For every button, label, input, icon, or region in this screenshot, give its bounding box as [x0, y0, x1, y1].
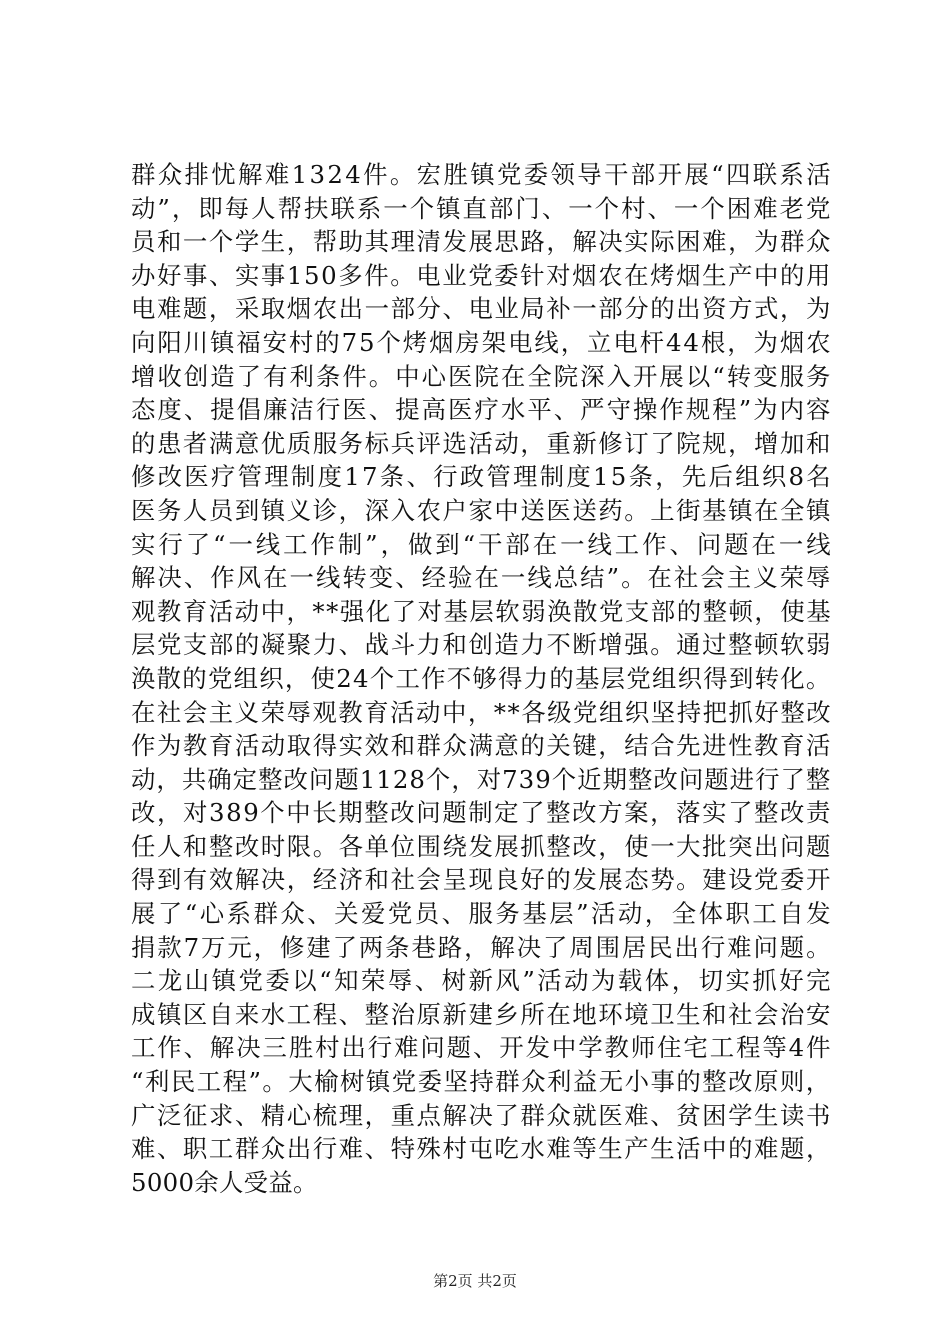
- text-line: 办好事、实事150多件。电业党委针对烟农在烤烟生产中的用: [131, 260, 833, 290]
- text-line: 5000余人受益。: [131, 1167, 318, 1197]
- text-line: 改，对389个中长期整改问题制定了整改方案，落实了整改责: [131, 798, 833, 828]
- text-line: 作为教育活动取得实效和群众满意的关键，结合先进性教育活: [131, 731, 832, 761]
- page-footer: 第2页 共2页: [433, 1272, 517, 1290]
- text-line: 解决、作风在一线转变、经验在一线总结”。在社会主义荣辱: [131, 563, 833, 593]
- text-line: 向阳川镇福安村的75个烤烟房架电线，立电杆44根，为烟农: [131, 327, 833, 357]
- text-line: 广泛征求、精心梳理，重点解决了群众就医难、贫困学生读书: [131, 1100, 832, 1130]
- text-line: 动，共确定整改问题1128个，对739个近期整改问题进行了整: [131, 764, 832, 794]
- text-line: 展了“心系群众、关爱党员、服务基层”活动，全体职工自发: [131, 899, 833, 929]
- text-line: 涣散的党组织，使24个工作不够得力的基层党组织得到转化。: [131, 663, 832, 693]
- text-line: 增收创造了有利条件。中心医院在全院深入开展以“转变服务: [131, 361, 833, 391]
- text-line: 二龙山镇党委以“知荣辱、树新风”活动为载体，切实抓好完: [131, 966, 833, 996]
- text-line: 员和一个学生，帮助其理清发展思路，解决实际困难，为群众: [131, 227, 832, 257]
- text-line: 工作、解决三胜村出行难问题、开发中学教师住宅工程等4件: [131, 1033, 833, 1063]
- text-line: 观教育活动中，**强化了对基层软弱涣散党支部的整顿，使基: [131, 596, 833, 626]
- text-line: 实行了“一线工作制”，做到“干部在一线工作、问题在一线: [131, 529, 834, 559]
- text-line: 层党支部的凝聚力、战斗力和创造力不断增强。通过整顿软弱: [131, 630, 832, 660]
- text-line: 成镇区自来水工程、整治原新建乡所在地环境卫生和社会治安: [131, 999, 832, 1029]
- body-paragraph: [131, 158, 834, 1199]
- text-line: 难、职工群众出行难、特殊村屯吃水难等生产生活中的难题，: [131, 1134, 832, 1164]
- text-line: 态度、提倡廉洁行医、提高医疗水平、严守操作规程”为内容: [131, 395, 833, 425]
- text-line: 医务人员到镇义诊，深入农户家中送医送药。上街基镇在全镇: [131, 495, 832, 525]
- text-line: 得到有效解决，经济和社会呈现良好的发展态势。建设党委开: [131, 865, 832, 895]
- text-line: 的患者满意优质服务标兵评选活动，重新修订了院规，增加和: [131, 428, 832, 458]
- text-line: 捐款7万元，修建了两条巷路，解决了周围居民出行难问题。: [131, 932, 833, 962]
- text-line: 在社会主义荣辱观教育活动中，**各级党组织坚持把抓好整改: [131, 697, 833, 727]
- text-line: “利民工程”。大榆树镇党委坚持群众利益无小事的整改原则，: [131, 1067, 832, 1097]
- text-line: 动”，即每人帮扶联系一个镇直部门、一个村、一个困难老党: [131, 193, 833, 223]
- text-line: 群众排忧解难1324件。宏胜镇党委领导干部开展“四联系活: [131, 160, 833, 189]
- text-line: 修改医疗管理制度17条、行政管理制度15条，先后组织8名: [131, 462, 833, 492]
- text-line: 电难题，采取烟农出一部分、电业局补一部分的出资方式，为: [131, 294, 832, 324]
- text-line: 任人和整改时限。各单位围绕发展抓整改，使一大批突出问题: [131, 831, 832, 861]
